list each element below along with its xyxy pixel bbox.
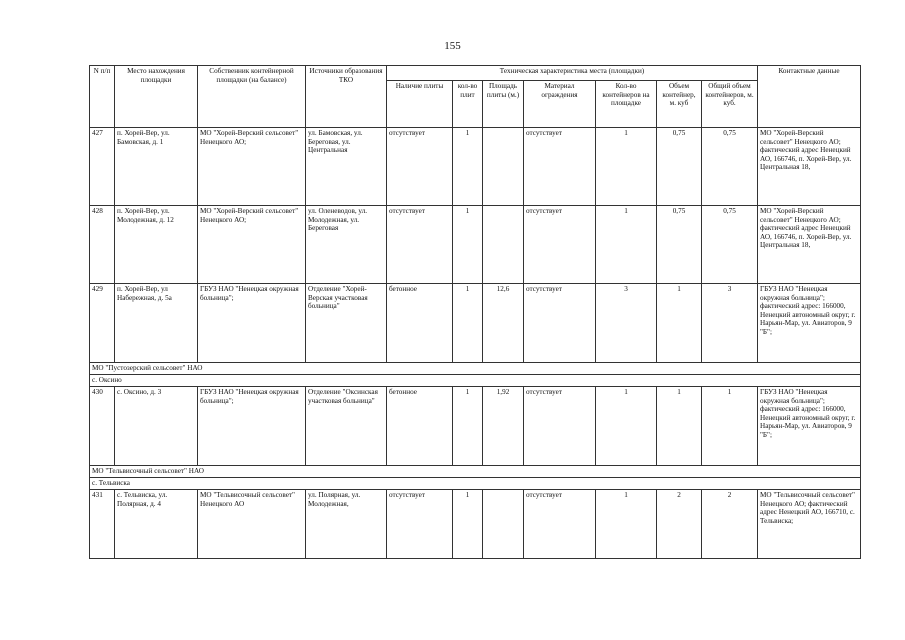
section-label: с. Тельвиска <box>90 478 861 490</box>
row-plate: отсутствует <box>387 490 453 559</box>
row-plate-count: 1 <box>453 206 483 284</box>
row-num: 427 <box>90 128 115 206</box>
header-contacts: Контактные данные <box>758 66 861 128</box>
header-total-volume: Общий объем контейнеров, м. куб. <box>702 81 758 128</box>
header-plate-area: Площадь плиты (м.) <box>483 81 524 128</box>
row-location: п. Хорей-Вер, ул. Бамовская, д. 1 <box>115 128 198 206</box>
row-plate-count: 1 <box>453 387 483 466</box>
row-fence: отсутствует <box>524 284 596 363</box>
row-contacts: МО "Хорей-Верский сельсовет" Ненецкого АО; фактический адрес Ненецкий АО, 166746, п. Хорей-Вер, ул. Центральная 18, <box>758 206 861 284</box>
row-plate-count: 1 <box>453 128 483 206</box>
row-container-count: 1 <box>596 128 657 206</box>
header-plate-count: кол-во плит <box>453 81 483 128</box>
row-total-volume: 2 <box>702 490 758 559</box>
row-contacts: ГБУЗ НАО "Ненецкая окружная больница"; фактический адрес: 166000, Ненецкий автономный округ, г. Нарьян-Мар, ул. Авиаторов, 9 "Б"; <box>758 387 861 466</box>
section-row <box>90 478 861 490</box>
row-container-volume: 1 <box>657 284 702 363</box>
table-row <box>90 490 861 559</box>
header-sources: Источники образования ТКО <box>306 66 387 128</box>
section-label: МО "Пустозерский сельсовет" НАО <box>90 363 861 375</box>
header-owner: Собственник контейнерной площадки (на балансе) <box>198 66 306 128</box>
page-number: 155 <box>444 40 461 52</box>
row-container-volume: 0,75 <box>657 128 702 206</box>
row-plate-area <box>483 206 524 284</box>
row-fence: отсутствует <box>524 387 596 466</box>
row-sources: ул. Бамовская, ул. Береговая, ул. Центральная <box>306 128 387 206</box>
row-plate: бетонное <box>387 284 453 363</box>
row-owner: ГБУЗ НАО "Ненецкая окружная больница"; <box>198 284 306 363</box>
row-plate: бетонное <box>387 387 453 466</box>
row-total-volume: 0,75 <box>702 206 758 284</box>
row-total-volume: 3 <box>702 284 758 363</box>
row-container-count: 1 <box>596 490 657 559</box>
table-row <box>90 387 861 466</box>
row-plate: отсутствует <box>387 128 453 206</box>
row-contacts: МО "Хорей-Верский сельсовет" Ненецкого АО; фактический адрес Ненецкий АО, 166746, п. Хорей-Вер, ул. Центральная 18, <box>758 128 861 206</box>
header-container-count: Кол-во контейнеров на площадке <box>596 81 657 128</box>
row-container-count: 3 <box>596 284 657 363</box>
row-plate-count: 1 <box>453 490 483 559</box>
row-fence: отсутствует <box>524 490 596 559</box>
row-sources: Отделение "Хорей-Верская участковая больница" <box>306 284 387 363</box>
section-label: МО "Тельвисочный сельсовет" НАО <box>90 466 861 478</box>
row-plate-area: 1,92 <box>483 387 524 466</box>
row-num: 430 <box>90 387 115 466</box>
header-tech: Техническая характеристика места (площадки) <box>387 66 758 81</box>
row-location: с. Тельвиска, ул. Полярная, д. 4 <box>115 490 198 559</box>
row-total-volume: 0,75 <box>702 128 758 206</box>
header-location: Место нахождения площадки <box>115 66 198 128</box>
table-header-row <box>90 66 861 81</box>
row-owner: ГБУЗ НАО "Ненецкая окружная больница"; <box>198 387 306 466</box>
row-sources: ул. Оленеводов, ул. Молодежная, ул. Береговая <box>306 206 387 284</box>
row-contacts: МО "Тельвисочный сельсовет" Ненецкого АО; фактический адрес Ненецкий АО, 166710, с. Тельвиска; <box>758 490 861 559</box>
row-owner: МО "Тельвисочный сельсовет" Ненецкого АО <box>198 490 306 559</box>
row-plate-area: 12,6 <box>483 284 524 363</box>
row-contacts: ГБУЗ НАО "Ненецкая окружная больница"; фактический адрес: 166000, Ненецкий автономный округ, г. Нарьян-Мар, ул. Авиаторов, 9 "Б"; <box>758 284 861 363</box>
table-row <box>90 206 861 284</box>
section-row <box>90 375 861 387</box>
container-sites-table <box>89 65 861 559</box>
row-num: 431 <box>90 490 115 559</box>
row-owner: МО "Хорей-Верский сельсовет" Ненецкого АО; <box>198 206 306 284</box>
row-container-volume: 1 <box>657 387 702 466</box>
row-plate-count: 1 <box>453 284 483 363</box>
row-location: п. Хорей-Вер, ул Набережная, д. 5а <box>115 284 198 363</box>
row-fence: отсутствует <box>524 128 596 206</box>
header-plate: Наличие плиты <box>387 81 453 128</box>
row-container-volume: 2 <box>657 490 702 559</box>
row-location: п. Хорей-Вер, ул. Молодежная, д. 12 <box>115 206 198 284</box>
row-fence: отсутствует <box>524 206 596 284</box>
header-num: N п/п <box>90 66 115 128</box>
row-location: с. Оксино, д. 3 <box>115 387 198 466</box>
table-row <box>90 128 861 206</box>
row-total-volume: 1 <box>702 387 758 466</box>
row-num: 428 <box>90 206 115 284</box>
row-plate: отсутствует <box>387 206 453 284</box>
row-owner: МО "Хорей-Верский сельсовет" Ненецкого АО; <box>198 128 306 206</box>
row-num: 429 <box>90 284 115 363</box>
row-plate-area <box>483 128 524 206</box>
table-body <box>90 128 861 559</box>
section-row <box>90 466 861 478</box>
header-fence: Материал ограждения <box>524 81 596 128</box>
row-sources: ул. Полярная, ул. Молодежная, <box>306 490 387 559</box>
section-label: с. Оксино <box>90 375 861 387</box>
row-container-count: 1 <box>596 206 657 284</box>
table-row <box>90 284 861 363</box>
row-plate-area <box>483 490 524 559</box>
row-container-volume: 0,75 <box>657 206 702 284</box>
row-sources: Отделение "Оксинская участковая больница" <box>306 387 387 466</box>
row-container-count: 1 <box>596 387 657 466</box>
header-container-volume: Объем контейнер, м. куб <box>657 81 702 128</box>
section-row <box>90 363 861 375</box>
